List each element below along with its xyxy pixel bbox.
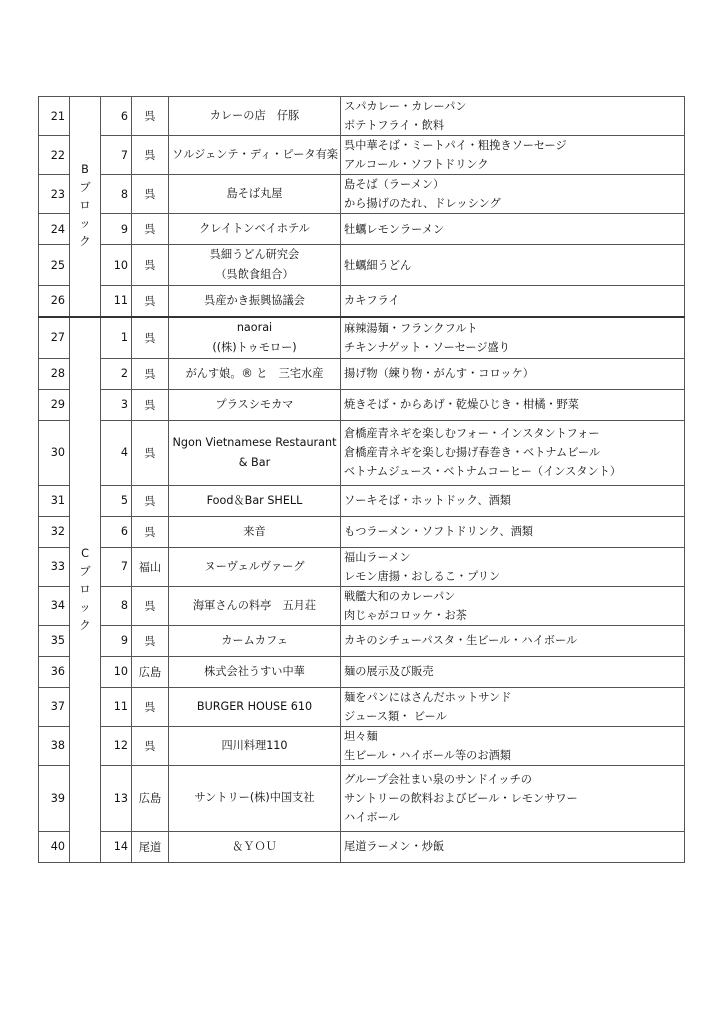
- table-row: [39, 485, 685, 516]
- area-cell: 呉: [132, 389, 169, 420]
- booth-number: 6: [101, 516, 132, 547]
- row-number: 27: [39, 317, 70, 359]
- area-cell: 呉: [132, 136, 169, 175]
- vendor-name: [169, 831, 341, 862]
- menu-item-line: レモン唐揚・おしるこ・プリン: [344, 569, 501, 583]
- area-cell: 呉: [132, 317, 169, 359]
- menu-items: [341, 485, 685, 516]
- menu-item-line: ソーキそば・ホットドック、酒類: [344, 494, 511, 507]
- table-row: [39, 286, 685, 317]
- table-row: [39, 317, 685, 359]
- table-row: [39, 214, 685, 245]
- area-cell: 呉: [132, 420, 169, 485]
- booth-number: 7: [101, 547, 132, 586]
- menu-items: [341, 136, 685, 175]
- table-row: [39, 516, 685, 547]
- row-number: 23: [39, 175, 70, 214]
- menu-items: [341, 317, 685, 359]
- menu-items: [341, 420, 685, 485]
- menu-items: [341, 175, 685, 214]
- menu-items: [341, 97, 685, 136]
- menu-item-line: スパカレー・カレーパン: [344, 100, 467, 113]
- vendor-name: [169, 547, 341, 586]
- booth-number: 8: [101, 175, 132, 214]
- row-number: 29: [39, 389, 70, 420]
- vendor-name: [169, 485, 341, 516]
- vendor-name-line: 株式会社うすい中華: [204, 664, 305, 678]
- block-label-char: ッ: [79, 600, 91, 614]
- menu-items: [341, 586, 685, 625]
- table-row: [39, 97, 685, 136]
- booth-number: 14: [101, 831, 132, 862]
- booth-number: 1: [101, 317, 132, 359]
- menu-item-line: 麺の展示及び販売: [344, 665, 434, 678]
- table-row: [39, 136, 685, 175]
- table-row: [39, 547, 685, 586]
- row-number: 25: [39, 245, 70, 286]
- booth-number: 10: [101, 656, 132, 687]
- vendor-name-line: カレーの店 仔豚: [209, 109, 300, 122]
- vendor-name-line: 海軍さんの料亭 五月荘: [192, 598, 317, 612]
- vendor-name-line: カームカフェ: [221, 633, 288, 647]
- menu-item-line: 揚げ物（練り物・がんす・コロッケ）: [344, 367, 534, 380]
- menu-items: [341, 831, 685, 862]
- vendor-name: [169, 687, 341, 726]
- vendor-name-line: ヌーヴェルヴァーグ: [204, 559, 305, 573]
- block-label-char: ロ: [79, 199, 91, 213]
- block-label-char: B: [81, 163, 89, 177]
- vendor-name-line: ((株)トゥモロー): [212, 340, 297, 354]
- row-number: 30: [39, 420, 70, 485]
- vendor-name: [169, 286, 341, 317]
- row-number: 21: [39, 97, 70, 136]
- block-label-char: ブ: [79, 181, 91, 195]
- table-row: [39, 586, 685, 625]
- vendor-name: [169, 97, 341, 136]
- table-row: [39, 245, 685, 286]
- vendor-name: [169, 245, 341, 286]
- menu-items: [341, 726, 685, 765]
- row-number: 37: [39, 687, 70, 726]
- area-cell: 呉: [132, 214, 169, 245]
- menu-item-line: サントリーの飲料およびビール・レモンサワー: [344, 791, 578, 805]
- row-number: 39: [39, 765, 70, 831]
- area-cell: 広島: [132, 765, 169, 831]
- menu-items: [341, 245, 685, 286]
- row-number: 22: [39, 136, 70, 175]
- booth-number: 2: [101, 358, 132, 389]
- booth-number: 9: [101, 625, 132, 656]
- menu-item-line: 坦々麺: [344, 729, 378, 743]
- vendor-name: [169, 214, 341, 245]
- menu-items: [341, 547, 685, 586]
- menu-items: [341, 516, 685, 547]
- menu-items: [341, 656, 685, 687]
- vendor-name-line: 呉細うどん研究会: [209, 248, 300, 261]
- area-cell: 呉: [132, 286, 169, 317]
- block-label-char: ッ: [79, 217, 91, 231]
- row-number: 38: [39, 726, 70, 765]
- menu-item-line: 戦艦大和のカレーパン: [344, 589, 456, 603]
- menu-item-line: 焼きそば・からあげ・乾燥ひじき・柑橘・野菜: [344, 398, 579, 411]
- block-label-text: [79, 161, 90, 251]
- area-cell: 呉: [132, 687, 169, 726]
- vendor-name-line: Ngon Vietnamese Restaurant: [172, 435, 337, 449]
- vendor-name-line: （呉飲食組合）: [215, 268, 294, 281]
- booth-number: 12: [101, 726, 132, 765]
- table-row: [39, 765, 685, 831]
- booth-number: 7: [101, 136, 132, 175]
- menu-items: [341, 358, 685, 389]
- area-cell: 呉: [132, 97, 169, 136]
- area-cell: 呉: [132, 358, 169, 389]
- table-row: [39, 389, 685, 420]
- menu-item-line: 倉橋産青ネギを楽しむフォー・インスタントフォー: [344, 427, 600, 440]
- vendor-name-line: 来音: [243, 524, 266, 538]
- block-label-char: ク: [79, 618, 91, 632]
- menu-item-line: もつラーメン・ソフトドリンク、酒類: [344, 525, 533, 538]
- menu-item-line: チキンナゲット・ソーセージ盛り: [344, 340, 510, 354]
- area-cell: 呉: [132, 726, 169, 765]
- area-cell: 呉: [132, 485, 169, 516]
- vendor-name-line: クレイトンベイホテル: [199, 222, 310, 235]
- row-number: 26: [39, 286, 70, 317]
- block-label-c: [70, 317, 101, 863]
- vendor-name: [169, 726, 341, 765]
- area-cell: 尾道: [132, 831, 169, 862]
- vendor-name: [169, 389, 341, 420]
- menu-item-line: グループ会社まい泉のサンドイッチの: [344, 772, 532, 786]
- row-number: 24: [39, 214, 70, 245]
- vendor-name-line: ＆ＹＯＵ: [232, 839, 277, 853]
- vendor-name-line: 島そば丸屋: [226, 187, 283, 200]
- menu-item-line: 麺をパンにはさんだホットサンド: [344, 690, 512, 704]
- vendor-name-line: 呉産かき振興協議会: [204, 293, 305, 307]
- row-number: 36: [39, 656, 70, 687]
- vendor-table-body: [39, 97, 685, 863]
- vendor-name-line: naorai: [236, 320, 273, 334]
- table-row: [39, 726, 685, 765]
- vendor-name: [169, 136, 341, 175]
- area-cell: 呉: [132, 175, 169, 214]
- menu-item-line: ベトナムジュース・ベトナムコーヒー（インスタント）: [344, 465, 622, 478]
- vendor-name: [169, 586, 341, 625]
- booth-number: 6: [101, 97, 132, 136]
- booth-number: 9: [101, 214, 132, 245]
- menu-item-line: から揚げのたれ、ドレッシング: [344, 197, 501, 210]
- booth-number: 13: [101, 765, 132, 831]
- vendor-name: [169, 656, 341, 687]
- row-number: 32: [39, 516, 70, 547]
- area-cell: 呉: [132, 516, 169, 547]
- area-cell: 広島: [132, 656, 169, 687]
- vendor-name-line: Food＆Bar SHELL: [206, 493, 303, 507]
- booth-number: 4: [101, 420, 132, 485]
- menu-item-line: 尾道ラーメン・炒飯: [344, 840, 445, 853]
- row-number: 40: [39, 831, 70, 862]
- vendor-name: [169, 317, 341, 359]
- row-number: 31: [39, 485, 70, 516]
- menu-items: [341, 687, 685, 726]
- vendor-name-line: サントリー(株)中国支社: [194, 791, 315, 804]
- booth-number: 10: [101, 245, 132, 286]
- row-number: 28: [39, 358, 70, 389]
- menu-item-line: 福山ラーメン: [344, 550, 411, 564]
- vendor-name: [169, 420, 341, 485]
- menu-items: [341, 389, 685, 420]
- block-label-text: [79, 545, 90, 635]
- menu-item-line: 麻辣湯麺・フランクフルト: [344, 321, 478, 335]
- menu-item-line: 生ビール・ハイボール等のお酒類: [344, 748, 511, 762]
- table-row: [39, 687, 685, 726]
- vendor-name-line: 四川料理110: [221, 738, 288, 752]
- vendor-name: [169, 358, 341, 389]
- vendor-name: [169, 625, 341, 656]
- menu-item-line: 牡蠣レモンラーメン: [344, 222, 445, 236]
- menu-item-line: カキのシチューパスタ・生ビール・ハイボール: [344, 634, 578, 647]
- menu-item-line: カキフライ: [344, 294, 400, 308]
- table-row: [39, 625, 685, 656]
- menu-item-line: アルコール・ソフトドリンク: [344, 158, 489, 171]
- block-label-char: ク: [79, 235, 91, 249]
- booth-number: 5: [101, 485, 132, 516]
- vendor-name: [169, 765, 341, 831]
- booth-number: 3: [101, 389, 132, 420]
- menu-item-line: 牡蠣細うどん: [344, 258, 412, 272]
- menu-item-line: 呉中華そば・ミートパイ・粗挽きソーセージ: [344, 139, 567, 152]
- table-row: [39, 175, 685, 214]
- menu-items: [341, 765, 685, 831]
- area-cell: 福山: [132, 547, 169, 586]
- menu-item-line: 島そば（ラーメン）: [344, 178, 445, 191]
- vendor-name-line: プラスシモカマ: [215, 397, 294, 411]
- vendor-name-line: ソルジェンテ・ディ・ピータ有楽: [172, 148, 338, 161]
- row-number: 34: [39, 586, 70, 625]
- table-row: [39, 358, 685, 389]
- booth-number: 11: [101, 687, 132, 726]
- menu-item-line: ポテトフライ・飲料: [344, 119, 445, 132]
- menu-item-line: 倉橋産青ネギを楽しむ揚げ春巻き・ベトナムビール: [344, 446, 601, 459]
- row-number: 33: [39, 547, 70, 586]
- vendor-name-line: BURGER HOUSE 610: [196, 699, 313, 713]
- vendor-table: [38, 96, 685, 863]
- menu-item-line: 肉じゃがコロッケ・お茶: [344, 608, 467, 622]
- block-label-char: ロ: [79, 582, 91, 596]
- row-number: 35: [39, 625, 70, 656]
- table-row: [39, 831, 685, 862]
- booth-number: 8: [101, 586, 132, 625]
- area-cell: 呉: [132, 586, 169, 625]
- block-label-char: C: [81, 546, 89, 560]
- vendor-name-line: & Bar: [238, 455, 271, 469]
- menu-items: [341, 214, 685, 245]
- menu-items: [341, 286, 685, 317]
- booth-number: 11: [101, 286, 132, 317]
- menu-item-line: ハイボール: [344, 810, 400, 824]
- vendor-name: [169, 516, 341, 547]
- area-cell: 呉: [132, 625, 169, 656]
- menu-items: [341, 625, 685, 656]
- block-label-b: [70, 97, 101, 317]
- block-label-char: ブ: [79, 564, 91, 578]
- area-cell: 呉: [132, 245, 169, 286]
- menu-item-line: ジュース類・ ビール: [344, 709, 447, 723]
- table-row: [39, 420, 685, 485]
- vendor-name: [169, 175, 341, 214]
- vendor-name-line: がんす娘。® と 三宅水産: [185, 366, 324, 380]
- table-row: [39, 656, 685, 687]
